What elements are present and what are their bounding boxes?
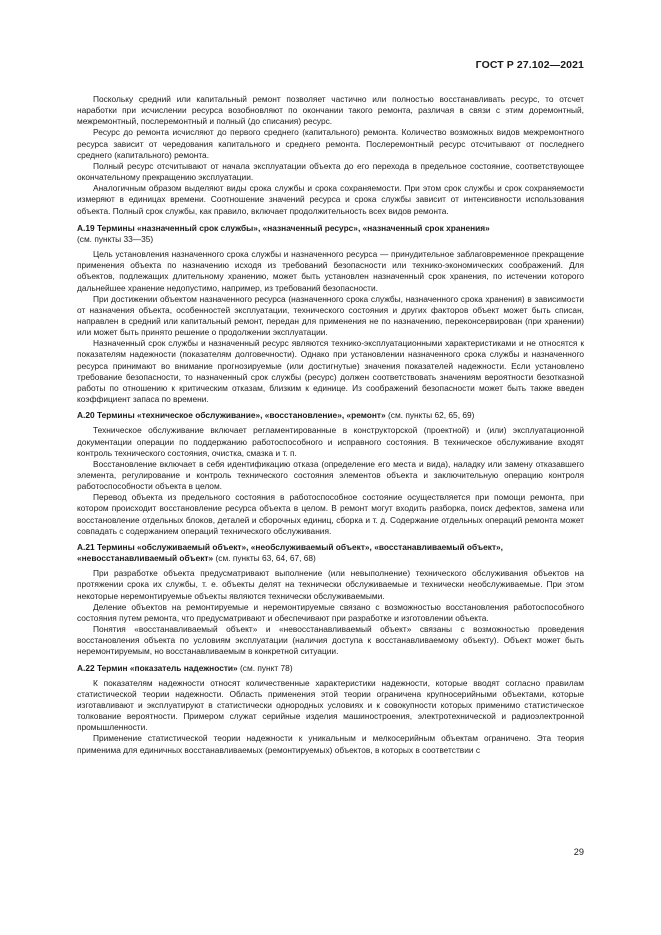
paragraph: При достижении объектом назначенного ресурса (назначенного срока службы, назначенного срока хранения) в зависимости от назначения объекта, особенностей эксплуатации, технического состояния и других факторов объект может быть списан, направлен в средний или капитальный ремонт, передан для применения не по назначению, переконсервирован (при хранении) или может быть принято решение о продолжении эксплуатации. <box>77 293 584 338</box>
section-heading-title: А.21 Термины «обслуживаемый объект», «необслуживаемый объект», «восстанавливаемый объект», «невосстанавливаемый объект» <box>77 541 503 564</box>
section-heading-a22 <box>77 663 584 674</box>
section-heading-ref: (см. пункты 33—35) <box>77 233 154 244</box>
paragraph: Ресурс до ремонта исчисляют до первого среднего (капитального) ремонта. Количество возможных видов межремонтного ресурса зависит от чередования капитального и среднего ремонта. Послеремонтный ресурс отсчитывают от последнего среднего (капитального) ремонта. <box>77 127 584 160</box>
paragraph: При разработке объекта предусматривают выполнение (или невыполнение) технического обслуживания объектов на протяжении срока их службы, т. е. объекты делят на технически обслуживаемые и технически необслуживаемые. При этом некоторые неремонтируемые объекты являются технически обслуживаемыми. <box>77 568 584 601</box>
section-heading-a19 <box>77 223 584 245</box>
page-number: 29 <box>573 847 584 857</box>
document-body <box>77 94 584 756</box>
paragraph: Техническое обслуживание включает регламентированные в конструкторской (проектной) и (или) эксплуатационной документации операции по поддержанию работоспособного и исправного состояния. В техническое обслуживание входят контроль технического состояния, очистка, смазка и т. п. <box>77 425 584 458</box>
paragraph: Деление объектов на ремонтируемые и неремонтируемые связано с возможностью восстановления работоспособного состояния путем ремонта, что предусматривают и обеспечивают при разработке и изготовлении объекта. <box>77 601 584 623</box>
paragraph: Применение статистической теории надежности к уникальным и мелкосерийным объектам ограничено. Эта теория применима для единичных восстанавливаемых (ремонтируемых) объектов, в которых в соответствии с <box>77 733 584 755</box>
paragraph: Перевод объекта из предельного состояния в работоспособное состояние осуществляется при помощи ремонта, при котором происходит восстановление ресурса объекта в целом. В ремонт могут входить разборка, поиск дефектов, замена или восстановление отдельных блоков, деталей и сборочных единиц, сборка и т. д. Содержание отдельных операций ремонта может совпадать с содержанием операций технического обслуживания. <box>77 492 584 536</box>
paragraph: Цель установления назначенного срока службы и назначенного ресурса — принудительное заблаговременное прекращение применения объекта по назначению исходя из требований безопасности или технико-экономических соображений. Для объектов, подлежащих длительному хранению, может быть установлен назначенный срок хранения, по истечении которого дальнейшее хранение недопустимо, например, из требований безопасности. <box>77 249 584 293</box>
section-heading-ref: (см. пункты 62, 65, 69) <box>388 410 475 421</box>
section-heading-ref: (см. пункты 63, 64, 67, 68) <box>215 553 316 564</box>
section-heading-title: А.20 Термины «техническое обслуживание», «восстановление», «ремонт» <box>77 410 386 421</box>
document-code: ГОСТ Р 27.102—2021 <box>475 59 584 71</box>
section-heading-a20 <box>77 410 584 421</box>
section-heading-a21 <box>77 542 584 564</box>
paragraph: Восстановление включает в себя идентификацию отказа (определение его места и вида), наладку или замену отказавшего элемента, регулирование и контроль технического состояния элементов объекта и заключительную операцию контроля работоспособности объекта в целом. <box>77 458 584 492</box>
paragraph: Поскольку средний или капитальный ремонт позволяет частично или полностью восстанавливать ресурс, то отсчет наработки при исчислении ресурса возобновляют по окончании такого ремонта, различая в связи с этим доремонтный, межремонтный, послеремонтный и полный (до списания) ресурс. <box>77 94 584 127</box>
section-heading-title: А.19 Термины «назначенный срок службы», «назначенный ресурс», «назначенный срок хранения» <box>77 222 490 233</box>
paragraph: К показателям надежности относят количественные характеристики надежности, которые вводят согласно правилам статистической теории надежности. Область применения этой теории ограничена крупносерийными объектами, которые изготавливают и эксплуатируют в статистически однородных условиях и к совокупности которых применимо статистическое толкование вероятности. Примером служат серийные изделия машиностроения, электротехнической и радиоэлектронной промышленности. <box>77 677 584 733</box>
paragraph: Полный ресурс отсчитывают от начала эксплуатации объекта до его перехода в предельное состояние, соответствующее окончательному прекращению эксплуатации. <box>77 160 584 183</box>
paragraph: Аналогичным образом выделяют виды срока службы и срока сохраняемости. При этом срок службы и срок сохраняемости измеряют в единицах времени. Соотношение значений ресурса и срока службы зависит от интенсивности использования объекта. Полный срок службы, как правило, включает продолжительность всех видов ремонта. <box>77 183 584 216</box>
section-heading-ref: (см. пункт 78) <box>240 662 293 673</box>
paragraph: Понятия «восстанавливаемый объект» и «невосстанавливаемый объект» связаны с возможностью проведения восстановления объекта по условиям эксплуатации (наличия доступа к восстанавливаемому объекту). Объект может быть неремонтируемым, но восстанавливаемым в конкретной ситуации. <box>77 624 584 657</box>
paragraph: Назначенный срок службы и назначенный ресурс являются технико-эксплуатационными характеристиками и не относятся к показателям надежности (показателям долговечности). Однако при установлении назначенного срока службы и назначенного ресурса принимают во внимание прогнозируемые (или достигнутые) значения показателей надежности. Если установлено требование безопасности, то назначенный срок службы (ресурс) должен соответствовать значениям вероятности безотказной работы по отношению к критическим отказам, близким к единице. Из соображений безопасности может быть также введен коэффициент запаса по времени. <box>77 338 584 405</box>
section-heading-title: А.22 Термин «показатель надежности» <box>77 662 238 673</box>
